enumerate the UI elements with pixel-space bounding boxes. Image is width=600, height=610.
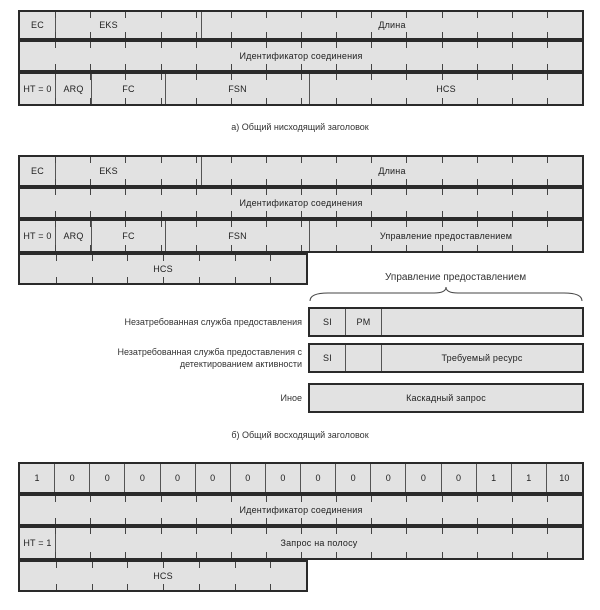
grant-management-title: Управление предоставлением xyxy=(385,272,527,283)
bit-cell-12: 0 xyxy=(442,464,477,492)
downlink-row-1 xyxy=(18,10,584,40)
bit-cell-7: 0 xyxy=(266,464,301,492)
bit-cells xyxy=(20,464,582,492)
connection-id-field: Идентификатор соединения xyxy=(239,198,363,208)
bit-cell-4: 0 xyxy=(161,464,196,492)
uplink-row-3 xyxy=(18,219,584,253)
bandwidth-row-3 xyxy=(18,526,584,560)
ht-field: HT = 1 xyxy=(20,528,56,558)
bandwidth-row-2 xyxy=(18,494,584,526)
bit-cell-13: 1 xyxy=(477,464,512,492)
ht-field: HT = 0 xyxy=(20,221,56,251)
fsn-field: FSN xyxy=(166,221,310,251)
required-resource-field: Требуемый ресурс xyxy=(441,353,523,363)
bit-cell-10: 0 xyxy=(371,464,406,492)
uplink-row-4 xyxy=(18,253,308,285)
connection-id-field: Идентификатор соединения xyxy=(239,51,363,61)
uplink-row-1 xyxy=(18,155,584,187)
hcs-field: HCS xyxy=(153,571,173,581)
variant-label-ugs: Незатребованная служба предоставления xyxy=(124,317,302,327)
bit-cell-0: 1 xyxy=(20,464,55,492)
bit-cell-14: 1 xyxy=(512,464,547,492)
downlink-row-2 xyxy=(18,40,584,72)
hcs-field: HCS xyxy=(153,264,173,274)
ec-field: EC xyxy=(20,157,56,185)
grant-management-field: Управление предоставлением xyxy=(379,231,513,241)
bit-cell-1: 0 xyxy=(55,464,90,492)
bandwidth-row-4 xyxy=(18,560,308,592)
bandwidth-row-1 xyxy=(18,462,584,494)
si-field: SI xyxy=(310,309,346,335)
downlink-row-3 xyxy=(18,72,584,106)
bit-cell-5: 0 xyxy=(196,464,231,492)
bandwidth-request-field: Запрос на полосу xyxy=(280,538,358,548)
uplink-row-2 xyxy=(18,187,584,219)
variant-row-ugs xyxy=(308,307,584,337)
blank-field xyxy=(346,345,382,371)
bit-cell-9: 0 xyxy=(336,464,371,492)
arq-field: ARQ xyxy=(56,74,92,104)
eks-field: EKS xyxy=(56,12,202,38)
caption-uplink: б) Общий восходящий заголовок xyxy=(231,430,369,440)
bit-cell-8: 0 xyxy=(301,464,336,492)
variant-label-other: Иное xyxy=(280,393,302,403)
si-field: SI xyxy=(310,345,346,371)
length-field: Длина xyxy=(378,166,406,176)
bit-cell-6: 0 xyxy=(231,464,266,492)
fc-field: FC xyxy=(92,221,166,251)
caption-downlink: а) Общий нисходящий заголовок xyxy=(231,122,369,132)
variant-row-ugs-ad xyxy=(308,343,584,373)
length-field: Длина xyxy=(378,20,406,30)
bit-cell-15: 10 xyxy=(559,473,570,483)
fsn-field: FSN xyxy=(166,74,310,104)
eks-field: EKS xyxy=(56,157,202,185)
variant-label-ugs-ad: Незатребованная служба предоставления с детектированием активности xyxy=(117,347,302,369)
piggyback-request-field: Каскадный запрос xyxy=(406,393,486,403)
ht-field: HT = 0 xyxy=(20,74,56,104)
connection-id-field: Идентификатор соединения xyxy=(239,505,363,515)
reserved-field xyxy=(382,309,582,335)
ec-field: EC xyxy=(20,12,56,38)
fc-field: FC xyxy=(92,74,166,104)
grant-management-brace xyxy=(308,285,584,303)
bit-cell-2: 0 xyxy=(90,464,125,492)
hcs-field: HCS xyxy=(436,84,456,94)
arq-field: ARQ xyxy=(56,221,92,251)
bit-cell-3: 0 xyxy=(125,464,160,492)
variant-row-other xyxy=(308,383,584,413)
pm-field: PM xyxy=(346,309,382,335)
bit-cell-11: 0 xyxy=(406,464,441,492)
